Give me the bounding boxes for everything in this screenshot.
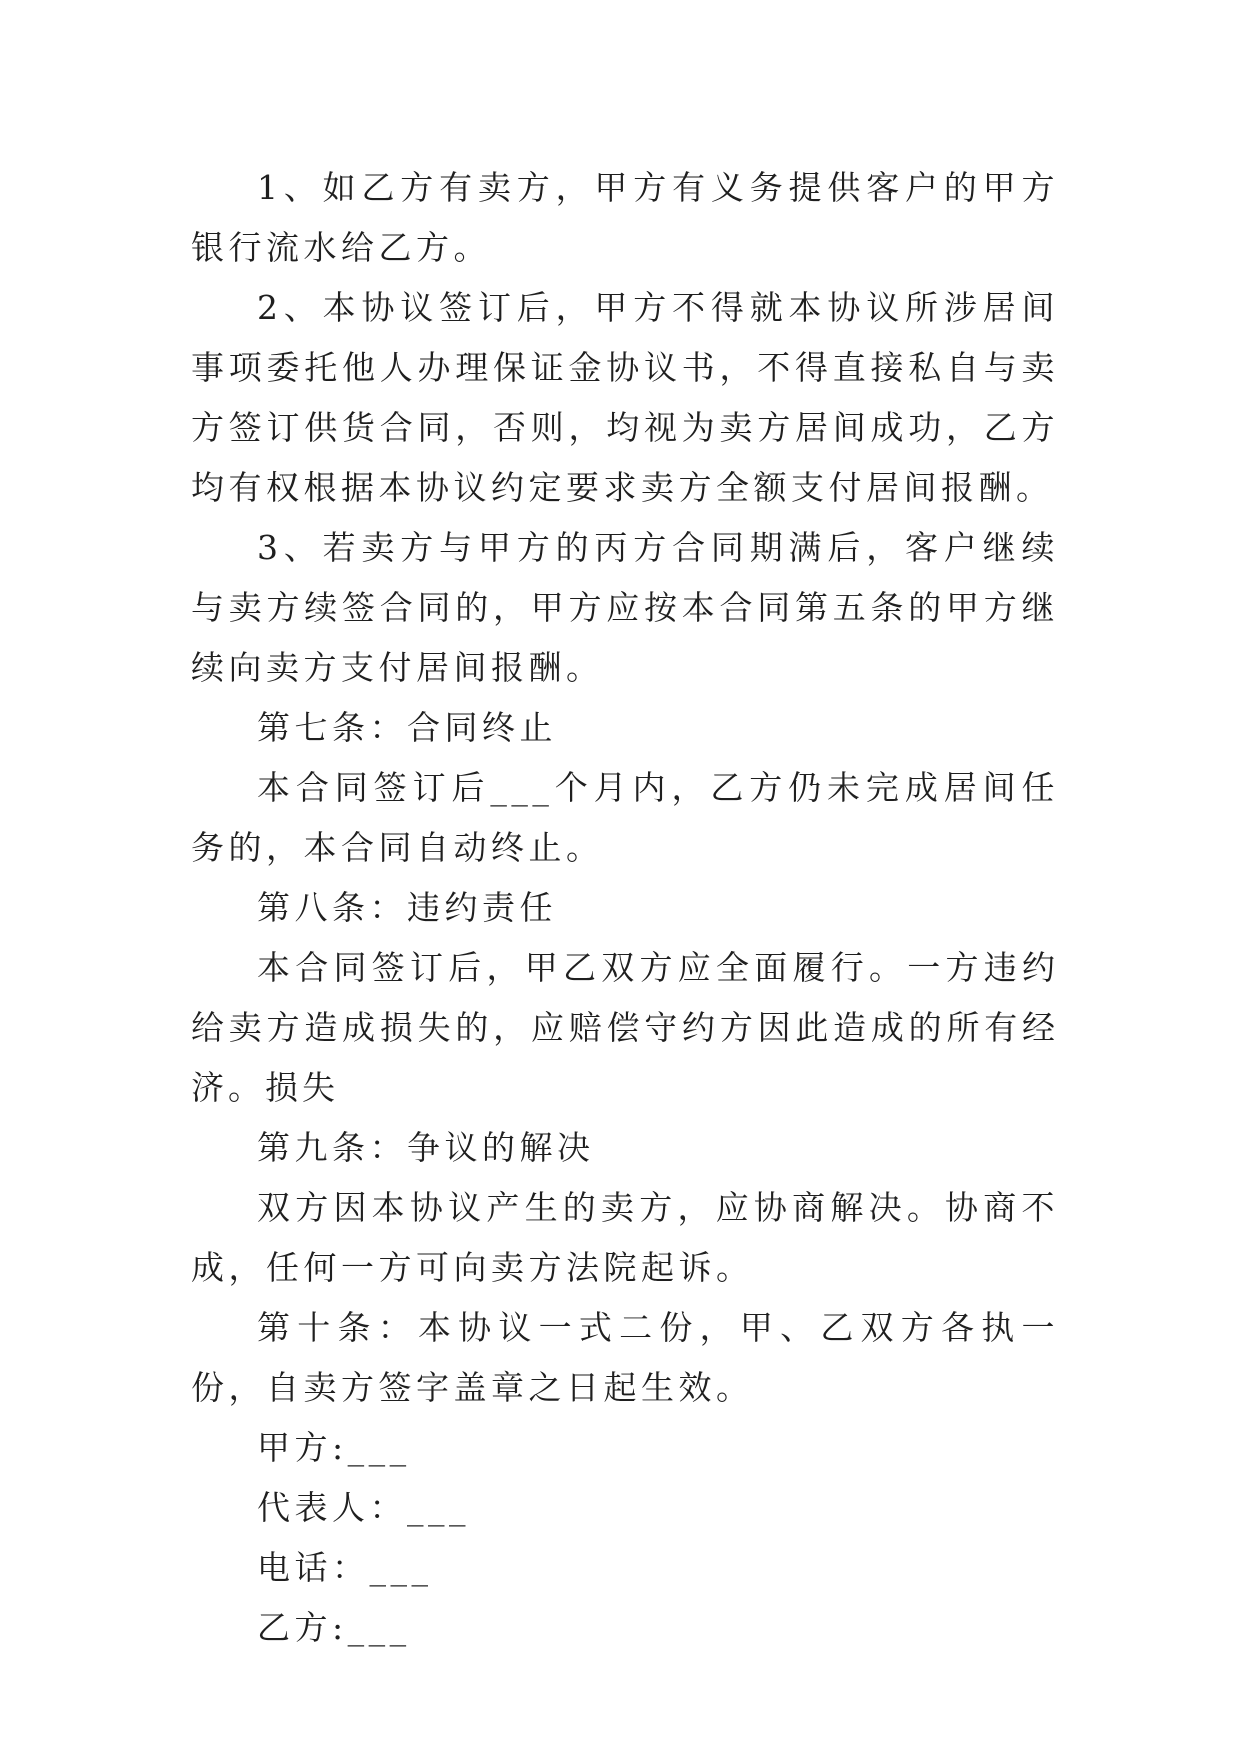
- article-7-heading: 第七条：合同终止: [257, 708, 557, 747]
- phone-field: 电话：___: [257, 1548, 433, 1587]
- party-a-signature: 甲方:___: [257, 1428, 411, 1467]
- representative-signature: 代表人：___: [257, 1488, 470, 1527]
- article-9-text: 双方因本协议产生的卖方，应协商解决。协商不成，任何一方可向卖方法院起诉。: [191, 1188, 1059, 1287]
- article-8-heading: 第八条：违约责任: [257, 888, 557, 927]
- article-8-text: 本合同签订后，甲乙双方应全面履行。一方违约给卖方造成损失的，应赔偿守约方因此造成的所有经济。损失: [191, 948, 1059, 1107]
- article-7-text: 本合同签订后___个月内，乙方仍未完成居间任务的，本合同自动终止。: [191, 768, 1059, 867]
- article-10-text: 第十条：本协议一式二份，甲、乙双方各执一份，自卖方签字盖章之日起生效。: [191, 1308, 1059, 1407]
- party-b-signature: 乙方:___: [257, 1608, 411, 1647]
- document-body: [191, 158, 1059, 1658]
- clause-3: 3、若卖方与甲方的丙方合同期满后，客户继续与卖方续签合同的，甲方应按本合同第五条的甲方继续向卖方支付居间报酬。: [191, 528, 1059, 687]
- clause-2: 2、本协议签订后，甲方不得就本协议所涉居间事项委托他人办理保证金协议书，不得直接私自与卖方签订供货合同，否则，均视为卖方居间成功，乙方均有权根据本协议约定要求卖方全额支付居间报酬。: [191, 288, 1059, 507]
- clause-1: 1、如乙方有卖方，甲方有义务提供客户的甲方银行流水给乙方。: [191, 168, 1059, 267]
- article-9-heading: 第九条：争议的解决: [257, 1128, 595, 1167]
